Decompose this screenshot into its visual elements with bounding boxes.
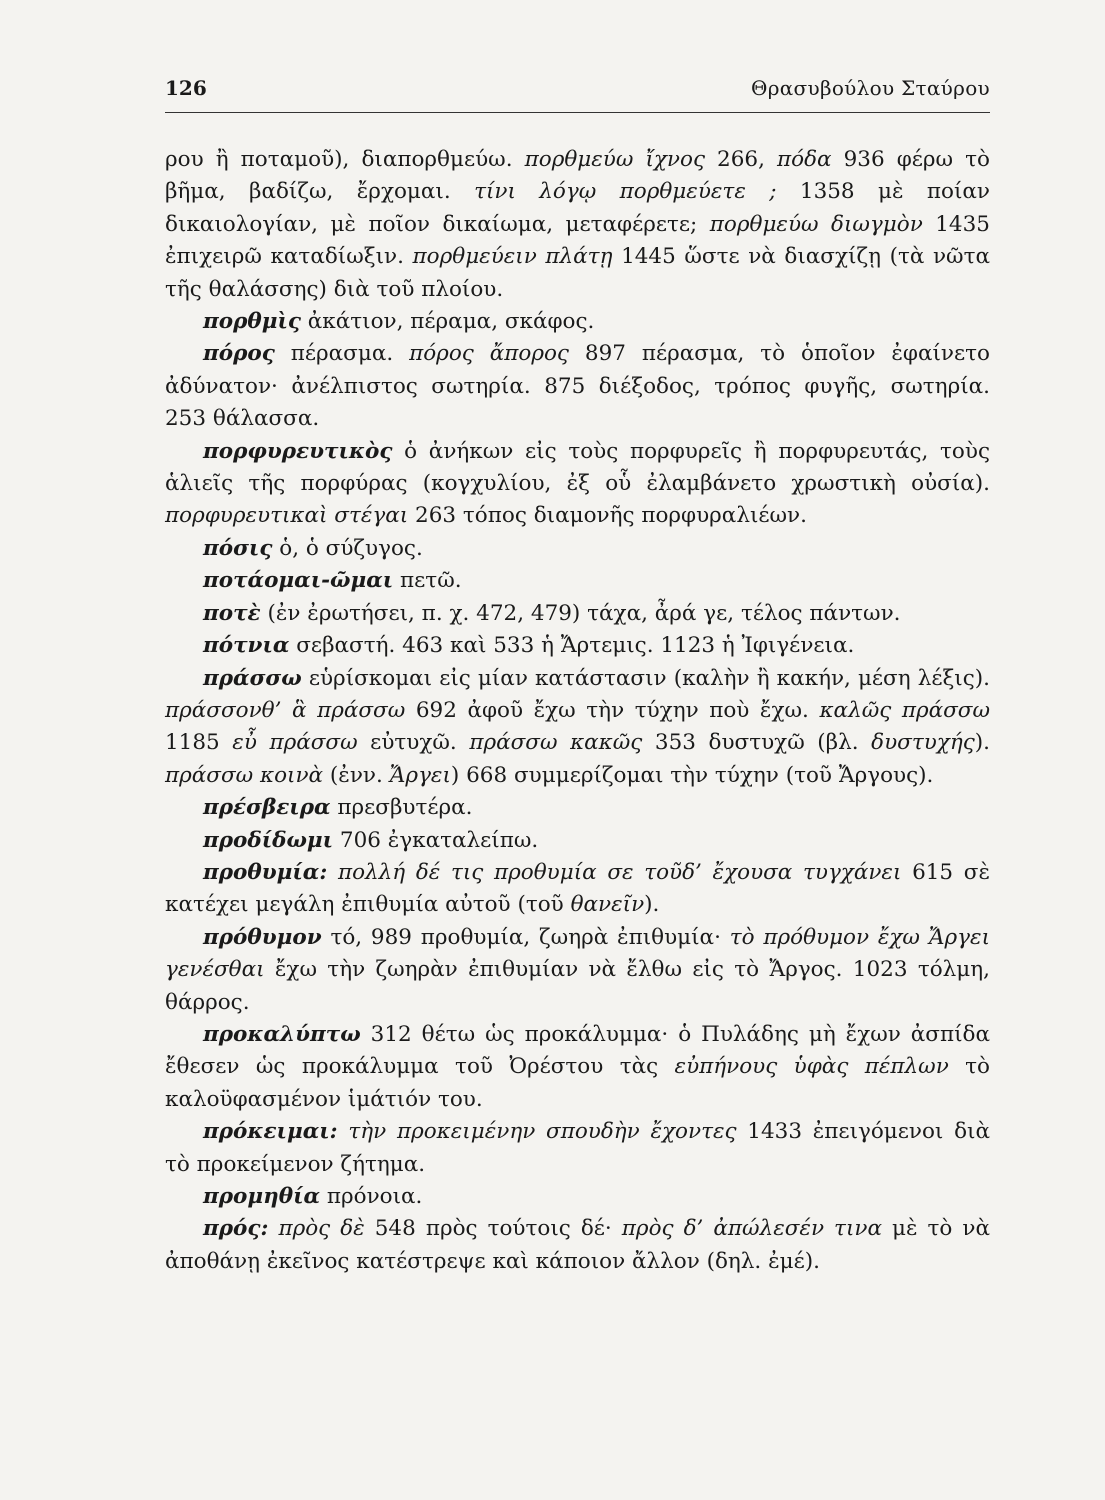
entry-text: 1433 ἐπειγόμενοι διὰ τὸ προκείμενον ζήτημα. bbox=[165, 1119, 990, 1177]
quoted-phrase: τὸ πρόθυμον ἔχω Ἄργει γενέσθαι bbox=[165, 924, 990, 983]
entry-text: (ἐν ἐρωτήσει, π. χ. 472, 479) τάχα, ἆρά γε, τέλος πάντων. bbox=[260, 600, 901, 626]
headword: πρός: bbox=[203, 1216, 269, 1242]
dictionary-entry bbox=[165, 1019, 990, 1116]
entry-text: 1185 bbox=[165, 730, 233, 756]
entry-text: τὸ καλοϋφασμένον ἱμάτιόν του. bbox=[165, 1054, 990, 1112]
headword: πόρος bbox=[203, 341, 275, 367]
headword: πορφυρευτικὸς bbox=[203, 438, 393, 464]
quoted-phrase: καλῶς πράσσω bbox=[819, 697, 991, 723]
dictionary-entry bbox=[165, 825, 990, 857]
dictionary-entry bbox=[165, 565, 990, 597]
quoted-phrase: τὴν προκειμένην σπουδὴν ἔχοντες bbox=[348, 1119, 737, 1145]
dictionary-entry bbox=[165, 630, 990, 662]
entry-text: ρου ἢ ποταμοῦ), διαπορθμεύω. bbox=[165, 147, 525, 172]
quoted-phrase: πόρος ἄπορος bbox=[409, 341, 569, 367]
headword: προδίδωμι bbox=[203, 827, 334, 853]
entry-text: 706 ἐγκαταλείπω. bbox=[333, 827, 539, 853]
page-header bbox=[165, 76, 990, 100]
dictionary-entry bbox=[165, 1116, 990, 1181]
entry-text: 548 πρὸς τούτοις δέ· bbox=[364, 1216, 622, 1242]
dictionary-entry bbox=[165, 436, 990, 533]
continued-paragraph bbox=[165, 144, 990, 306]
entry-text: 263 τόπος διαμονῆς πορφυραλιέων. bbox=[408, 503, 807, 529]
headword: προκαλύπτω bbox=[203, 1021, 361, 1047]
headword: ποτάομαι-ῶμαι bbox=[203, 568, 394, 594]
text-body bbox=[165, 144, 990, 1278]
entry-text: ) 668 συμμερίζομαι τὴν τύχην (τοῦ Ἄργους). bbox=[450, 762, 934, 788]
entry-text: ὁ, ὁ σύζυγος. bbox=[272, 535, 423, 561]
dictionary-entry bbox=[165, 306, 990, 338]
header-rule bbox=[165, 112, 990, 113]
entry-text: εὑρίσκομαι εἰς μίαν κατάστασιν (καλὴν ἢ κακήν, μέση λέξις). bbox=[301, 665, 990, 691]
headword: πρέσβειρα bbox=[203, 795, 331, 821]
entry-text bbox=[338, 1119, 349, 1144]
quoted-phrase: πρὸς δὲ bbox=[278, 1216, 365, 1242]
quoted-phrase: πράσσονθ’ ἃ πράσσω bbox=[165, 697, 406, 723]
entry-text: ὁ ἀνήκων εἰς τοὺς πορφυρεῖς ἢ πορφυρευτάς, τοὺς ἁλιεῖς τῆς πορφύρας (κογχυλίου, ἐξ οὗ ἐλαμβάνετο χρωστικὴ οὐσία). bbox=[165, 438, 990, 497]
entry-text: 1445 ὥστε νὰ διασχίζῃ (τὰ νῶτα τῆς θαλάσσης) διὰ τοῦ πλοίου. bbox=[165, 244, 990, 302]
quoted-phrase: πράσσω κοινὰ bbox=[165, 762, 324, 788]
headword: πόσις bbox=[203, 535, 273, 561]
headword: προμηθία bbox=[203, 1184, 321, 1209]
entry-text: 312 θέτω ὡς προκάλυμμα· ὁ Πυλάδης μὴ ἔχων ἀσπίδα ἔθεσεν ὡς προκάλυμμα τοῦ Ὀρέστου τὰς bbox=[165, 1021, 990, 1080]
entry-text: 897 πέρασμα, τὸ ὁποῖον ἐφαίνετο ἀδύνατον· ἀνέλπιστος σωτηρία. 875 διέξοδος, τρόπος φυγῆς, σωτηρία. 253 θάλασσα. bbox=[165, 341, 990, 432]
quoted-phrase: πρὸς δ’ ἀπώλεσέν τινα bbox=[621, 1216, 882, 1242]
entry-text: 266, bbox=[704, 147, 777, 172]
quoted-phrase: δυστυχής bbox=[871, 730, 975, 756]
dictionary-entry bbox=[165, 857, 990, 922]
entry-text: πρεσβυτέρα. bbox=[330, 795, 473, 821]
entry-text: μὲ τὸ νὰ ἀποθάνῃ ἐκεῖνος κατέστρεψε καὶ κάποιον ἄλλον (δηλ. ἐμέ). bbox=[165, 1216, 990, 1274]
dictionary-entry bbox=[165, 338, 990, 435]
dictionary-entry bbox=[165, 1181, 990, 1213]
headword: προθυμία: bbox=[203, 859, 328, 885]
entry-text: ). bbox=[644, 892, 660, 918]
dictionary-entry bbox=[165, 598, 990, 630]
entry-text: 1435 ἐπιχειρῶ καταδίωξιν. bbox=[165, 211, 990, 270]
dictionary-entry bbox=[165, 533, 990, 565]
quoted-phrase: τίνι λόγῳ πορθμεύετε ; bbox=[474, 179, 777, 205]
headword: ποτὲ bbox=[203, 600, 261, 626]
running-title: Θρασυβούλου Σταύρου bbox=[751, 76, 990, 100]
entry-text: τό, 989 προθυμία, ζωηρὰ ἐπιθυμία· bbox=[321, 924, 730, 950]
entry-text: 936 φέρω τὸ βῆμα, βαδίζω, ἔρχομαι. bbox=[165, 147, 990, 205]
entry-text: 353 δυστυχῶ (βλ. bbox=[642, 730, 872, 756]
dictionary-entry bbox=[165, 663, 990, 793]
entry-text: σεβαστή. 463 καὶ 533 ἡ Ἄρτεμις. 1123 ἡ Ἰφιγένεια. bbox=[289, 633, 855, 659]
quoted-phrase: πολλή δέ τις προθυμία σε τοῦδ’ ἔχουσα τυγχάνει bbox=[337, 859, 902, 885]
entry-text: ). bbox=[974, 730, 990, 756]
headword: πράσσω bbox=[203, 665, 302, 691]
entry-text: πετῶ. bbox=[393, 568, 462, 594]
quoted-phrase: εὐπήνους ὑφὰς πέπλων bbox=[674, 1054, 949, 1080]
entry-text: πέρασμα. bbox=[274, 341, 410, 367]
headword: πότνια bbox=[203, 633, 290, 659]
entry-text: 692 ἀφοῦ ἔχω τὴν τύχην ποὺ ἔχω. bbox=[405, 697, 820, 723]
entry-text: 1358 μὲ ποίαν δικαιολογίαν, μὲ ποῖον δικαίωμα, μεταφέρετε; bbox=[165, 179, 991, 237]
entry-text: (ἐνν. bbox=[323, 762, 390, 788]
quoted-phrase: Ἄργει bbox=[389, 762, 451, 788]
page-number: 126 bbox=[165, 76, 207, 100]
entry-text: 615 σὲ κατέχει μεγάλη ἐπιθυμία αὐτοῦ (τοῦ bbox=[165, 859, 990, 918]
quoted-phrase: πράσσω κακῶς bbox=[469, 730, 643, 756]
headword: πρόκειμαι: bbox=[203, 1119, 338, 1145]
dictionary-entry bbox=[165, 792, 990, 824]
entry-text bbox=[268, 1216, 278, 1241]
dictionary-entry bbox=[165, 922, 990, 1019]
quoted-phrase: πορθμεύειν πλάτῃ bbox=[412, 244, 613, 270]
headword: πορθμὶς bbox=[203, 309, 301, 335]
entry-text: εὐτυχῶ. bbox=[357, 730, 470, 756]
quoted-phrase: πόδα bbox=[777, 147, 832, 172]
quoted-phrase: πορθμεύω διωγμὸν bbox=[709, 211, 923, 237]
quoted-phrase: θανεῖν bbox=[570, 892, 645, 918]
entry-text: πρόνοια. bbox=[320, 1184, 423, 1209]
quoted-phrase: πορφυρευτικαὶ στέγαι bbox=[165, 503, 409, 529]
entry-text: ἀκάτιον, πέραμα, σκάφος. bbox=[300, 309, 595, 335]
quoted-phrase: πορθμεύω ἴχνος bbox=[524, 147, 705, 172]
dictionary-entry bbox=[165, 1213, 990, 1278]
entry-text bbox=[327, 860, 338, 885]
quoted-phrase: εὖ πράσσω bbox=[232, 730, 358, 756]
headword: πρόθυμον bbox=[203, 924, 322, 950]
entry-text: ἔχω τὴν ζωηρὰν ἐπιθυμίαν νὰ ἔλθω εἰς τὸ Ἄργος. 1023 τόλμη, θάρρος. bbox=[165, 957, 990, 1015]
